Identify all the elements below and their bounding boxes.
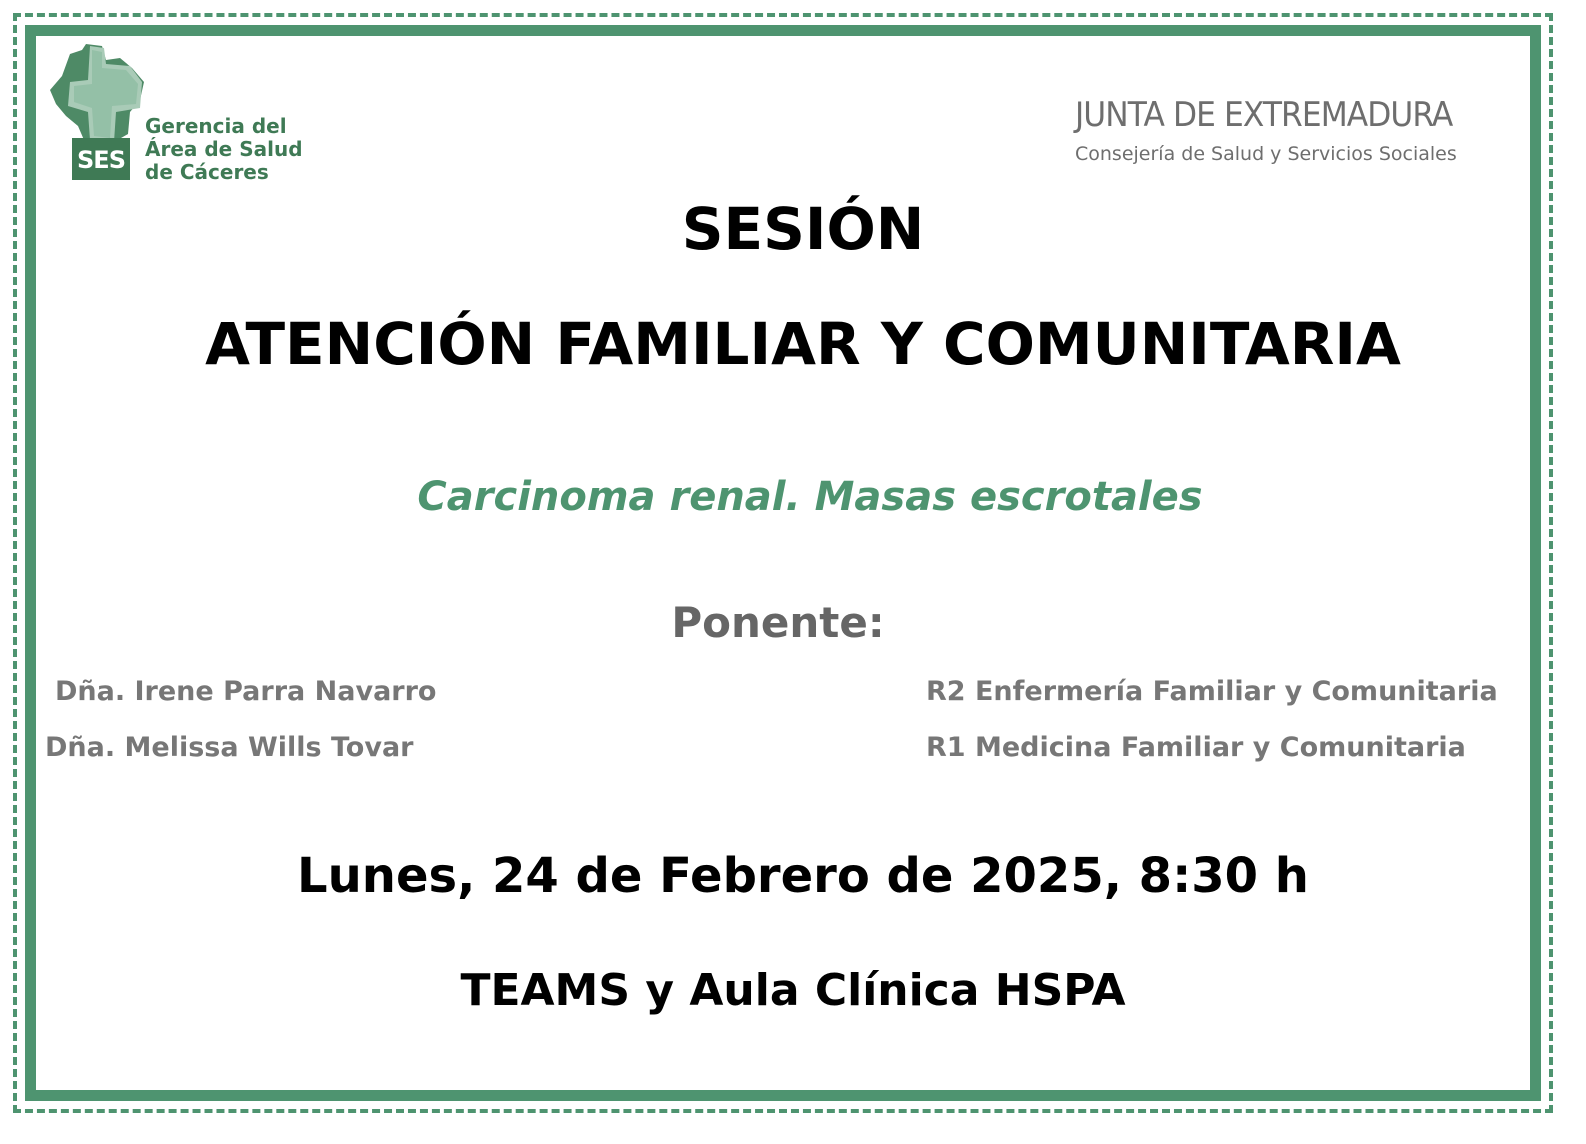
session-topic: Carcinoma renal. Masas escrotales <box>417 474 1203 520</box>
junta-logo <box>1075 95 1485 165</box>
speaker-name-2: Dña. Melissa Wills Tovar <box>45 732 414 763</box>
session-subheading: ATENCIÓN FAMILIAR Y COMUNITARIA <box>205 310 1401 378</box>
speaker-role-2: R1 Medicina Familiar y Comunitaria <box>926 732 1466 763</box>
speaker-role-1: R2 Enfermería Familiar y Comunitaria <box>926 676 1498 707</box>
session-heading: SESIÓN <box>681 195 925 263</box>
ses-line-3: de Cáceres <box>145 160 269 184</box>
session-date: Lunes, 24 de Febrero de 2025, 8:30 h <box>297 848 1309 904</box>
junta-subtitle: Consejería de Salud y Servicios Sociales <box>1075 143 1457 165</box>
ses-badge: SES <box>77 146 125 174</box>
session-location: TEAMS y Aula Clínica HSPA <box>460 965 1126 1016</box>
ses-line-2: Área de Salud <box>145 137 303 161</box>
speaker-name-1: Dña. Irene Parra Navarro <box>55 676 437 707</box>
junta-title: JUNTA DE EXTREMADURA <box>1075 95 1453 135</box>
ponente-label: Ponente: <box>671 598 885 647</box>
ses-line-1: Gerencia del <box>145 114 287 138</box>
ses-logo-text <box>145 115 303 184</box>
